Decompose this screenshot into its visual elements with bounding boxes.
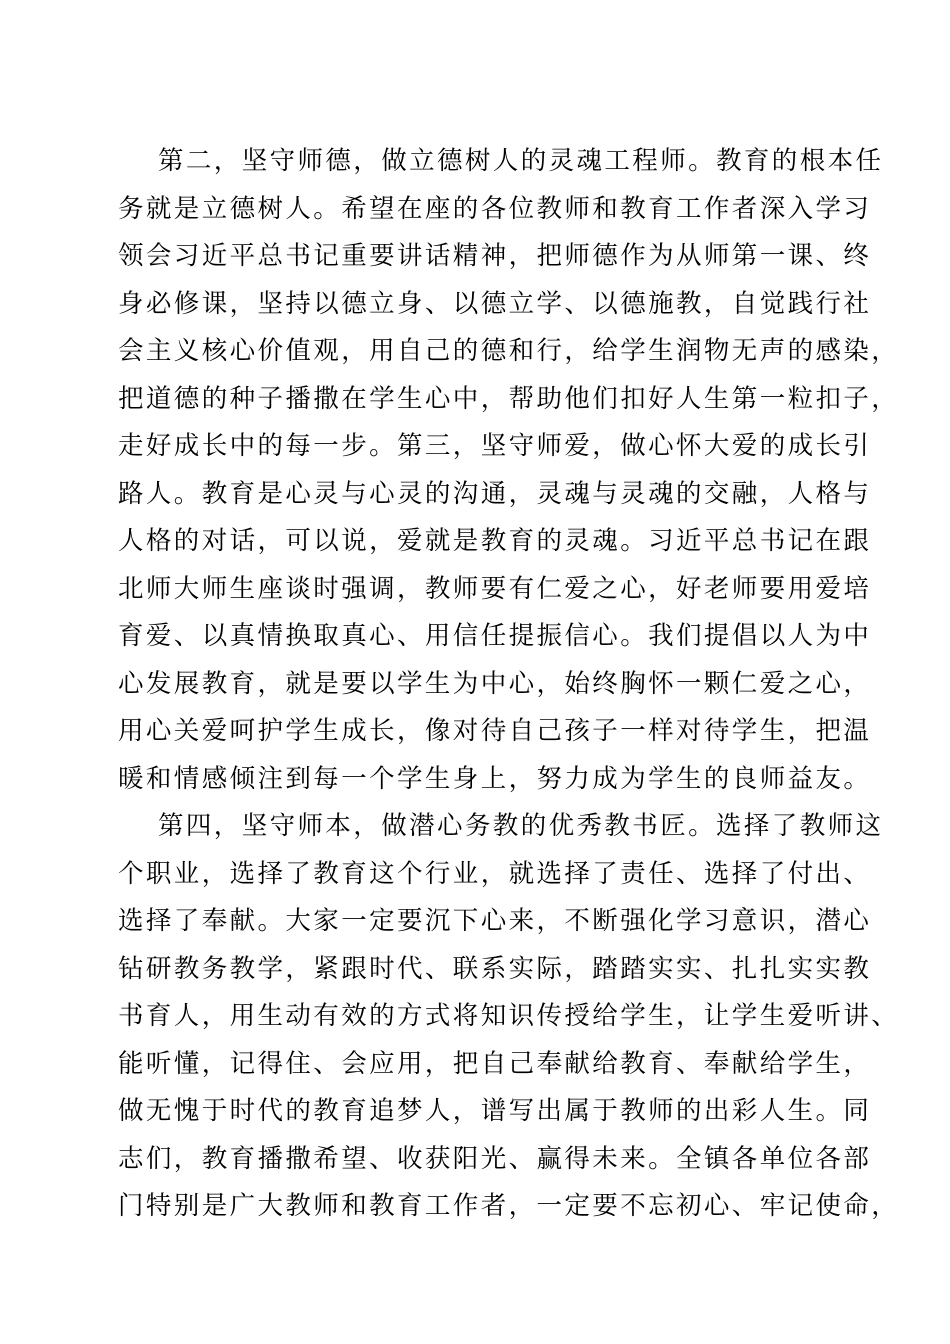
text-line: 书育人，用生动有效的方式将知识传授给学生，让学生爱听讲、 <box>118 1001 900 1031</box>
text-line: 选择了奉献。大家一定要沉下心来，不断强化学习意识，潜心 <box>118 906 872 936</box>
text-line: 北师大师生座谈时强调，教师要有仁爱之心，好老师要用爱培 <box>118 573 872 604</box>
text-line: 走好成长中的每一步。第三，坚守师爱，做心怀大爱的成长引 <box>118 431 872 461</box>
body-text <box>118 138 900 1231</box>
text-line: 身必修课，坚持以德立身、以德立学、以德施教，自觉践行社 <box>118 288 872 319</box>
text-line: 第二，坚守师德，做立德树人的灵魂工程师。教育的根本任 <box>158 146 884 176</box>
text-line: 领会习近平总书记重要讲话精神，把师德作为从师第一课、终 <box>118 241 872 271</box>
text-line: 第四，坚守师本，做潜心务教的优秀教书匠。选择了教师这 <box>158 811 884 841</box>
text-line: 把道德的种子播撒在学生心中，帮助他们扣好人生第一粒扣子， <box>118 383 900 414</box>
text-line: 用心关爱呵护学生成长，像对待自己孩子一样对待学生，把温 <box>118 716 872 746</box>
text-line: 志们，教育播撒希望、收获阳光、赢得未来。全镇各单位各部 <box>118 1143 872 1174</box>
text-line: 会主义核心价值观，用自己的德和行，给学生润物无声的感染， <box>118 336 900 366</box>
text-line: 做无愧于时代的教育追梦人，谱写出属于教师的出彩人生。同 <box>118 1096 872 1126</box>
text-line: 务就是立德树人。希望在座的各位教师和教育工作者深入学习 <box>118 193 872 224</box>
text-line: 人格的对话，可以说，爱就是教育的灵魂。习近平总书记在跟 <box>118 526 872 556</box>
text-line: 心发展教育，就是要以学生为中心，始终胸怀一颗仁爱之心， <box>118 668 872 699</box>
text-line: 个职业，选择了教育这个行业，就选择了责任、选择了付出、 <box>118 858 872 889</box>
text-line: 钻研教务教学，紧跟时代、联系实际，踏踏实实、扎扎实实教 <box>118 953 872 984</box>
text-line: 门特别是广大教师和教育工作者，一定要不忘初心、牢记使命， <box>118 1191 900 1221</box>
text-line: 暖和情感倾注到每一个学生身上，努力成为学生的良师益友。 <box>118 763 872 794</box>
text-line: 育爱、以真情换取真心、用信任提振信心。我们提倡以人为中 <box>118 621 872 651</box>
text-line: 路人。教育是心灵与心灵的沟通，灵魂与灵魂的交融，人格与 <box>118 478 872 509</box>
text-line: 能听懂，记得住、会应用，把自己奉献给教育、奉献给学生， <box>118 1048 872 1079</box>
